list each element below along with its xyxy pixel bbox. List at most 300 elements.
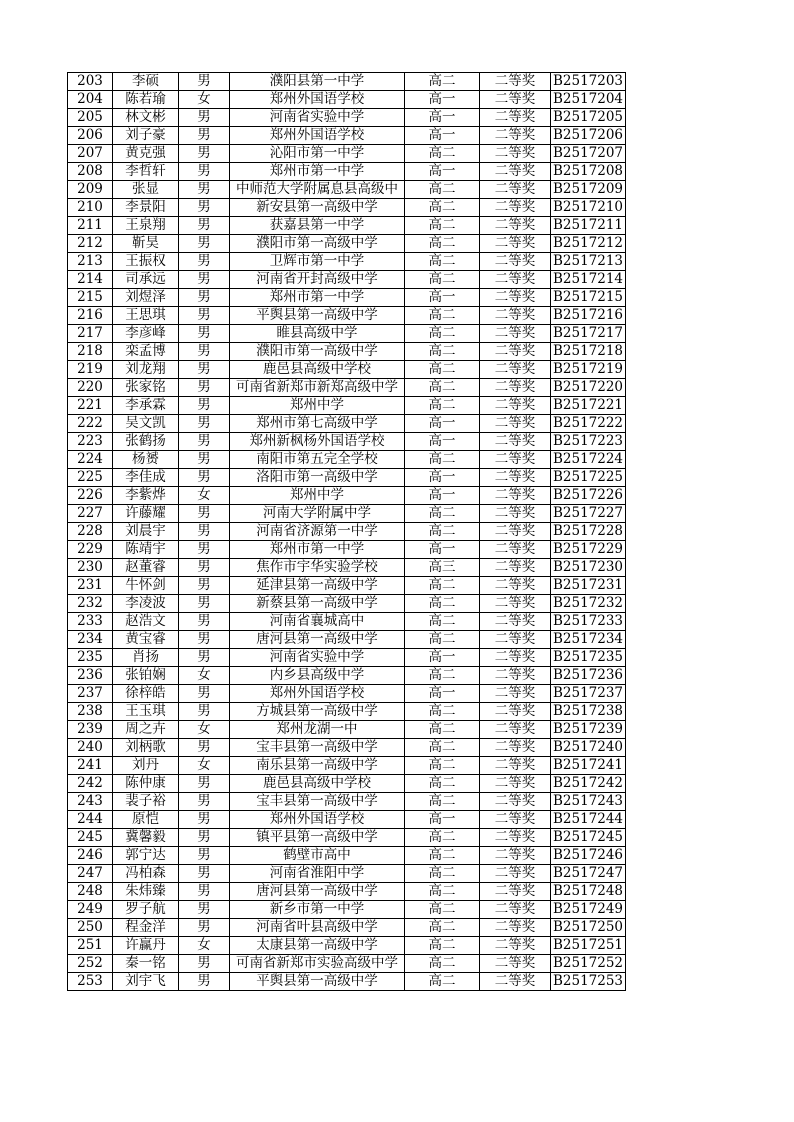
student-name-cell: 李承霖 <box>113 397 179 415</box>
entry-number-cell: 203 <box>68 73 113 91</box>
table-row <box>68 505 626 523</box>
award-level-cell: 二等奖 <box>480 541 551 559</box>
table-row <box>68 91 626 109</box>
table-row <box>68 487 626 505</box>
school-name: 睢县高级中学 <box>276 325 358 341</box>
table-row <box>68 379 626 397</box>
entry-number-cell: 208 <box>68 163 113 181</box>
student-gender-cell: 男 <box>179 109 230 127</box>
certificate-number-cell: B2517225 <box>551 469 626 487</box>
table-row <box>68 181 626 199</box>
certificate-number-cell: B2517204 <box>551 91 626 109</box>
certificate-number-cell: B2517232 <box>551 595 626 613</box>
table-row <box>68 127 626 145</box>
grade-level-cell: 高二 <box>405 829 480 847</box>
table-row <box>68 973 626 991</box>
grade-level-cell: 高二 <box>405 181 480 199</box>
entry-number-cell: 206 <box>68 127 113 145</box>
entry-number-cell: 237 <box>68 685 113 703</box>
student-name-cell: 赵浩文 <box>113 613 179 631</box>
grade-level-cell: 高一 <box>405 811 480 829</box>
table-row <box>68 307 626 325</box>
student-name-cell: 刘晨宇 <box>113 523 179 541</box>
student-gender-cell: 男 <box>179 307 230 325</box>
student-gender-cell: 男 <box>179 973 230 991</box>
school-name-cell <box>230 613 405 631</box>
student-gender-cell: 男 <box>179 253 230 271</box>
student-name-cell: 许赢丹 <box>113 937 179 955</box>
school-name: 新蔡县第一高级中学 <box>256 595 378 611</box>
entry-number-cell: 214 <box>68 271 113 289</box>
award-level-cell: 二等奖 <box>480 307 551 325</box>
award-level-cell: 二等奖 <box>480 847 551 865</box>
table-row <box>68 811 626 829</box>
school-name-cell <box>230 883 405 901</box>
school-name: 南乐县第一高级中学 <box>256 757 378 773</box>
student-gender-cell: 男 <box>179 703 230 721</box>
student-gender-cell: 男 <box>179 847 230 865</box>
school-name-cell <box>230 631 405 649</box>
certificate-number-cell: B2517235 <box>551 649 626 667</box>
student-name-cell: 靳昊 <box>113 235 179 253</box>
award-level-cell: 二等奖 <box>480 199 551 217</box>
award-level-cell: 二等奖 <box>480 775 551 793</box>
school-name-cell <box>230 415 405 433</box>
school-name: 宝丰县第一高级中学 <box>256 793 378 809</box>
table-row <box>68 361 626 379</box>
table-row <box>68 901 626 919</box>
award-level-cell: 二等奖 <box>480 271 551 289</box>
certificate-number-cell: B2517218 <box>551 343 626 361</box>
grade-level-cell: 高一 <box>405 127 480 145</box>
certificate-number-cell: B2517211 <box>551 217 626 235</box>
student-gender-cell: 男 <box>179 451 230 469</box>
grade-level-cell: 高一 <box>405 487 480 505</box>
table-row <box>68 163 626 181</box>
school-name-cell <box>230 703 405 721</box>
award-level-cell: 二等奖 <box>480 379 551 397</box>
student-gender-cell: 男 <box>179 541 230 559</box>
entry-number-cell: 221 <box>68 397 113 415</box>
entry-number-cell: 228 <box>68 523 113 541</box>
entry-number-cell: 248 <box>68 883 113 901</box>
student-gender-cell: 女 <box>179 667 230 685</box>
entry-number-cell: 244 <box>68 811 113 829</box>
grade-level-cell: 高一 <box>405 163 480 181</box>
table-row <box>68 523 626 541</box>
entry-number-cell: 236 <box>68 667 113 685</box>
certificate-number-cell: B2517203 <box>551 73 626 91</box>
certificate-number-cell: B2517253 <box>551 973 626 991</box>
award-level-cell: 二等奖 <box>480 919 551 937</box>
student-gender-cell: 男 <box>179 577 230 595</box>
certificate-number-cell: B2517233 <box>551 613 626 631</box>
student-gender-cell: 女 <box>179 757 230 775</box>
student-gender-cell: 男 <box>179 829 230 847</box>
school-name: 河南大学附属中学 <box>263 505 371 521</box>
student-gender-cell: 男 <box>179 325 230 343</box>
award-level-cell: 二等奖 <box>480 127 551 145</box>
student-name-cell: 栾孟博 <box>113 343 179 361</box>
table-row <box>68 721 626 739</box>
award-level-cell: 二等奖 <box>480 235 551 253</box>
grade-level-cell: 高二 <box>405 343 480 361</box>
entry-number-cell: 245 <box>68 829 113 847</box>
school-name: 方城县第一高级中学 <box>256 703 378 719</box>
school-name-cell <box>230 433 405 451</box>
student-name-cell: 肖扬 <box>113 649 179 667</box>
table-row <box>68 109 626 127</box>
school-name: 濮阳市第一高级中学 <box>256 235 378 251</box>
student-name-cell: 李景阳 <box>113 199 179 217</box>
table-row <box>68 73 626 91</box>
entry-number-cell: 233 <box>68 613 113 631</box>
award-level-cell: 二等奖 <box>480 721 551 739</box>
entry-number-cell: 222 <box>68 415 113 433</box>
table-row <box>68 451 626 469</box>
certificate-number-cell: B2517216 <box>551 307 626 325</box>
school-name-cell <box>230 487 405 505</box>
grade-level-cell: 高二 <box>405 217 480 235</box>
grade-level-cell: 高二 <box>405 577 480 595</box>
grade-level-cell: 高三 <box>405 559 480 577</box>
school-name-cell <box>230 235 405 253</box>
award-level-cell: 二等奖 <box>480 145 551 163</box>
entry-number-cell: 223 <box>68 433 113 451</box>
entry-number-cell: 252 <box>68 955 113 973</box>
school-name: 宝丰县第一高级中学 <box>256 739 378 755</box>
award-level-cell: 二等奖 <box>480 487 551 505</box>
award-level-cell: 二等奖 <box>480 865 551 883</box>
school-name: 焦作市宇华实验学校 <box>256 559 378 575</box>
table-row <box>68 613 626 631</box>
student-name-cell: 刘丹 <box>113 757 179 775</box>
student-name-cell: 杨赟 <box>113 451 179 469</box>
certificate-number-cell: B2517251 <box>551 937 626 955</box>
entry-number-cell: 249 <box>68 901 113 919</box>
table-row <box>68 937 626 955</box>
grade-level-cell: 高二 <box>405 505 480 523</box>
student-name-cell: 王玉琪 <box>113 703 179 721</box>
award-list-table <box>67 72 626 991</box>
grade-level-cell: 高二 <box>405 613 480 631</box>
certificate-number-cell: B2517239 <box>551 721 626 739</box>
award-level-cell: 二等奖 <box>480 631 551 649</box>
grade-level-cell: 高二 <box>405 721 480 739</box>
certificate-number-cell: B2517242 <box>551 775 626 793</box>
student-gender-cell: 女 <box>179 91 230 109</box>
student-gender-cell: 男 <box>179 127 230 145</box>
award-level-cell: 二等奖 <box>480 343 551 361</box>
grade-level-cell: 高二 <box>405 271 480 289</box>
school-name-cell <box>230 469 405 487</box>
school-name-cell <box>230 253 405 271</box>
school-name: 南阳市第五完全学校 <box>256 451 378 467</box>
award-level-cell: 二等奖 <box>480 73 551 91</box>
entry-number-cell: 205 <box>68 109 113 127</box>
entry-number-cell: 243 <box>68 793 113 811</box>
student-gender-cell: 男 <box>179 883 230 901</box>
school-name: 郑州市第一中学 <box>269 163 365 179</box>
school-name: 可南省新郑市实验高级中学 <box>236 955 398 971</box>
award-level-cell: 二等奖 <box>480 613 551 631</box>
student-name-cell: 王振权 <box>113 253 179 271</box>
table-row <box>68 829 626 847</box>
student-name-cell: 刘子豪 <box>113 127 179 145</box>
school-name-cell <box>230 199 405 217</box>
student-gender-cell: 男 <box>179 343 230 361</box>
school-name-cell <box>230 343 405 361</box>
student-gender-cell: 男 <box>179 865 230 883</box>
grade-level-cell: 高一 <box>405 433 480 451</box>
student-gender-cell: 男 <box>179 595 230 613</box>
student-gender-cell: 女 <box>179 487 230 505</box>
student-gender-cell: 男 <box>179 919 230 937</box>
school-name: 河南省淮阳中学 <box>269 865 365 881</box>
student-gender-cell: 男 <box>179 793 230 811</box>
student-gender-cell: 男 <box>179 739 230 757</box>
certificate-number-cell: B2517247 <box>551 865 626 883</box>
school-name: 河南省实验中学 <box>269 109 365 125</box>
school-name-cell <box>230 685 405 703</box>
table-row <box>68 577 626 595</box>
student-name-cell: 黄宝睿 <box>113 631 179 649</box>
entry-number-cell: 247 <box>68 865 113 883</box>
student-gender-cell: 男 <box>179 271 230 289</box>
school-name-cell <box>230 163 405 181</box>
student-name-cell: 冯柏森 <box>113 865 179 883</box>
grade-level-cell: 高二 <box>405 595 480 613</box>
award-level-cell: 二等奖 <box>480 451 551 469</box>
student-gender-cell: 男 <box>179 235 230 253</box>
table-row <box>68 433 626 451</box>
certificate-number-cell: B2517241 <box>551 757 626 775</box>
grade-level-cell: 高二 <box>405 235 480 253</box>
school-name: 沁阳市第一中学 <box>269 145 365 161</box>
entry-number-cell: 238 <box>68 703 113 721</box>
student-name-cell: 李哲轩 <box>113 163 179 181</box>
student-gender-cell: 男 <box>179 73 230 91</box>
entry-number-cell: 227 <box>68 505 113 523</box>
award-level-cell: 二等奖 <box>480 667 551 685</box>
award-level-cell: 二等奖 <box>480 433 551 451</box>
table-row <box>68 955 626 973</box>
entry-number-cell: 204 <box>68 91 113 109</box>
school-name-cell <box>230 757 405 775</box>
student-name-cell: 李凌波 <box>113 595 179 613</box>
certificate-number-cell: B2517215 <box>551 289 626 307</box>
award-level-cell: 二等奖 <box>480 415 551 433</box>
student-name-cell: 吴文凯 <box>113 415 179 433</box>
entry-number-cell: 209 <box>68 181 113 199</box>
school-name: 郑州市第七高级中学 <box>256 415 378 431</box>
student-name-cell: 刘龙翔 <box>113 361 179 379</box>
certificate-number-cell: B2517243 <box>551 793 626 811</box>
grade-level-cell: 高一 <box>405 289 480 307</box>
certificate-number-cell: B2517227 <box>551 505 626 523</box>
student-name-cell: 刘柄歌 <box>113 739 179 757</box>
table-row <box>68 919 626 937</box>
grade-level-cell: 高二 <box>405 325 480 343</box>
grade-level-cell: 高二 <box>405 145 480 163</box>
table-row <box>68 235 626 253</box>
student-gender-cell: 男 <box>179 199 230 217</box>
student-gender-cell: 女 <box>179 937 230 955</box>
student-name-cell: 陈靖宇 <box>113 541 179 559</box>
school-name-cell <box>230 451 405 469</box>
table-row <box>68 199 626 217</box>
table-row <box>68 145 626 163</box>
award-level-cell: 二等奖 <box>480 181 551 199</box>
student-name-cell: 裴子裕 <box>113 793 179 811</box>
entry-number-cell: 239 <box>68 721 113 739</box>
grade-level-cell: 高二 <box>405 937 480 955</box>
award-level-cell: 二等奖 <box>480 973 551 991</box>
school-name: 濮阳县第一中学 <box>269 73 365 89</box>
student-name-cell: 李佳成 <box>113 469 179 487</box>
student-name-cell: 刘煜泽 <box>113 289 179 307</box>
student-name-cell: 冀馨毅 <box>113 829 179 847</box>
grade-level-cell: 高一 <box>405 541 480 559</box>
award-level-cell: 二等奖 <box>480 739 551 757</box>
school-name: 延津县第一高级中学 <box>256 577 378 593</box>
school-name: 卫辉市第一中学 <box>269 253 365 269</box>
award-level-cell: 二等奖 <box>480 811 551 829</box>
student-gender-cell: 男 <box>179 181 230 199</box>
grade-level-cell: 高二 <box>405 919 480 937</box>
school-name: 郑州外国语学校 <box>269 91 365 107</box>
grade-level-cell: 高二 <box>405 757 480 775</box>
award-level-cell: 二等奖 <box>480 289 551 307</box>
table-row <box>68 649 626 667</box>
grade-level-cell: 高二 <box>405 667 480 685</box>
student-name-cell: 郭宁达 <box>113 847 179 865</box>
entry-number-cell: 216 <box>68 307 113 325</box>
school-name: 河南省叶县高级中学 <box>256 919 378 935</box>
school-name-cell <box>230 379 405 397</box>
certificate-number-cell: B2517209 <box>551 181 626 199</box>
certificate-number-cell: B2517246 <box>551 847 626 865</box>
grade-level-cell: 高二 <box>405 865 480 883</box>
award-level-cell: 二等奖 <box>480 559 551 577</box>
school-name-cell <box>230 181 405 199</box>
grade-level-cell: 高二 <box>405 523 480 541</box>
school-name: 郑州新枫杨外国语学校 <box>249 433 385 449</box>
student-name-cell: 王思琪 <box>113 307 179 325</box>
student-name-cell: 林文彬 <box>113 109 179 127</box>
school-name-cell <box>230 127 405 145</box>
student-name-cell: 原恺 <box>113 811 179 829</box>
grade-level-cell: 高二 <box>405 361 480 379</box>
table-row <box>68 217 626 235</box>
student-name-cell: 徐梓皓 <box>113 685 179 703</box>
award-list-body <box>68 73 626 991</box>
entry-number-cell: 225 <box>68 469 113 487</box>
student-name-cell: 陈仲康 <box>113 775 179 793</box>
table-row <box>68 631 626 649</box>
student-name-cell: 赵董睿 <box>113 559 179 577</box>
grade-level-cell: 高一 <box>405 649 480 667</box>
table-row <box>68 397 626 415</box>
school-name-cell <box>230 523 405 541</box>
student-gender-cell: 男 <box>179 901 230 919</box>
entry-number-cell: 235 <box>68 649 113 667</box>
school-name-cell <box>230 739 405 757</box>
student-gender-cell: 男 <box>179 145 230 163</box>
school-name-cell <box>230 847 405 865</box>
school-name-cell <box>230 397 405 415</box>
school-name: 太康县第一高级中学 <box>256 937 378 953</box>
grade-level-cell: 高一 <box>405 91 480 109</box>
certificate-number-cell: B2517238 <box>551 703 626 721</box>
student-name-cell: 李彦峰 <box>113 325 179 343</box>
school-name-cell <box>230 577 405 595</box>
entry-number-cell: 234 <box>68 631 113 649</box>
school-name: 郑州市第一中学 <box>269 289 365 305</box>
school-name-cell <box>230 829 405 847</box>
student-name-cell: 张铂娴 <box>113 667 179 685</box>
entry-number-cell: 212 <box>68 235 113 253</box>
award-level-cell: 二等奖 <box>480 883 551 901</box>
school-name-cell <box>230 541 405 559</box>
school-name-cell <box>230 649 405 667</box>
certificate-number-cell: B2517224 <box>551 451 626 469</box>
student-gender-cell: 男 <box>179 217 230 235</box>
student-gender-cell: 男 <box>179 163 230 181</box>
certificate-number-cell: B2517250 <box>551 919 626 937</box>
certificate-number-cell: B2517212 <box>551 235 626 253</box>
school-name: 郑州中学 <box>290 487 344 503</box>
table-row <box>68 541 626 559</box>
entry-number-cell: 211 <box>68 217 113 235</box>
school-name-cell <box>230 271 405 289</box>
entry-number-cell: 220 <box>68 379 113 397</box>
school-name: 中师范大学附属息县高级中 <box>236 181 398 197</box>
entry-number-cell: 253 <box>68 973 113 991</box>
grade-level-cell: 高一 <box>405 469 480 487</box>
certificate-number-cell: B2517210 <box>551 199 626 217</box>
school-name-cell <box>230 937 405 955</box>
student-gender-cell: 男 <box>179 433 230 451</box>
entry-number-cell: 217 <box>68 325 113 343</box>
certificate-number-cell: B2517244 <box>551 811 626 829</box>
student-gender-cell: 女 <box>179 721 230 739</box>
student-gender-cell: 男 <box>179 379 230 397</box>
certificate-number-cell: B2517207 <box>551 145 626 163</box>
school-name-cell <box>230 667 405 685</box>
award-level-cell: 二等奖 <box>480 757 551 775</box>
grade-level-cell: 高一 <box>405 109 480 127</box>
table-row <box>68 271 626 289</box>
award-level-cell: 二等奖 <box>480 163 551 181</box>
entry-number-cell: 242 <box>68 775 113 793</box>
school-name: 平舆县第一高级中学 <box>256 973 378 989</box>
grade-level-cell: 高二 <box>405 847 480 865</box>
grade-level-cell: 高二 <box>405 973 480 991</box>
entry-number-cell: 210 <box>68 199 113 217</box>
school-name: 洛阳市第一高级中学 <box>256 469 378 485</box>
certificate-number-cell: B2517226 <box>551 487 626 505</box>
student-gender-cell: 男 <box>179 289 230 307</box>
table-row <box>68 325 626 343</box>
grade-level-cell: 高一 <box>405 415 480 433</box>
school-name-cell <box>230 289 405 307</box>
table-row <box>68 289 626 307</box>
student-name-cell: 司承远 <box>113 271 179 289</box>
certificate-number-cell: B2517245 <box>551 829 626 847</box>
student-name-cell: 李紫烨 <box>113 487 179 505</box>
student-name-cell: 程金洋 <box>113 919 179 937</box>
